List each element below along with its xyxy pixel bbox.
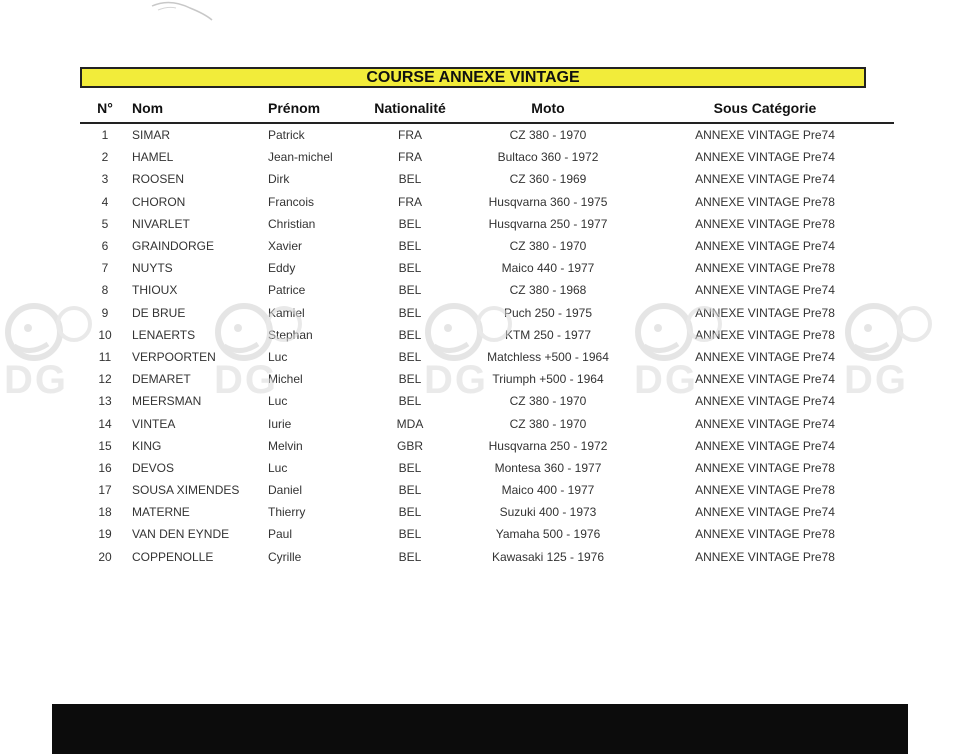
cell-nom: SOUSA XIMENDES (132, 483, 240, 498)
cell-no: 3 (101, 172, 109, 187)
cell-sous-categorie: ANNEXE VINTAGE Pre74 (695, 438, 835, 453)
table-row (80, 257, 894, 279)
cell-prenom: Luc (268, 394, 288, 409)
cell-nom: GRAINDORGE (132, 239, 215, 254)
cell-no: 11 (98, 349, 112, 364)
cell-moto: CZ 380 - 1968 (509, 283, 587, 298)
table-row (80, 523, 894, 545)
table-row (80, 479, 894, 501)
cell-prenom: Kamiel (268, 305, 305, 320)
cell-nom: KING (132, 438, 162, 453)
cell-no: 12 (98, 372, 112, 387)
results-table (80, 94, 894, 568)
header-row (80, 94, 894, 123)
cell-nom: MATERNE (132, 505, 190, 520)
cell-nationalite: BEL (398, 216, 422, 231)
cell-moto: Husqvarna 250 - 1977 (488, 216, 608, 231)
table-row (80, 279, 894, 301)
cell-nationalite: BEL (398, 283, 422, 298)
table-row (80, 324, 894, 346)
cell-nationalite: GBR (396, 438, 423, 453)
cell-nationalite: BEL (398, 239, 422, 254)
cell-prenom: Daniel (268, 483, 303, 498)
watermark-text: DG (214, 358, 278, 402)
cell-nom: THIOUX (132, 283, 178, 298)
table-row (80, 168, 894, 190)
cell-no: 7 (101, 261, 109, 276)
cell-sous-categorie: ANNEXE VINTAGE Pre78 (695, 483, 835, 498)
watermark-text: DG (634, 358, 698, 402)
cell-prenom: Iurie (268, 416, 292, 431)
cell-nationalite: BEL (398, 305, 422, 320)
table-row (80, 146, 894, 168)
cell-nom: DEVOS (132, 460, 175, 475)
cell-prenom: Patrice (268, 283, 306, 298)
cell-nom: ROOSEN (132, 172, 185, 187)
cell-sous-categorie: ANNEXE VINTAGE Pre78 (695, 216, 835, 231)
col-header-no: N° (80, 94, 130, 123)
cell-sous-categorie: ANNEXE VINTAGE Pre78 (695, 305, 835, 320)
cell-moto: CZ 380 - 1970 (509, 416, 587, 431)
cell-prenom: Eddy (268, 261, 296, 276)
cell-no: 17 (98, 483, 112, 498)
cell-no: 2 (101, 150, 109, 165)
cell-no: 16 (98, 460, 112, 475)
cell-nationalite: BEL (398, 372, 422, 387)
cell-nationalite: BEL (398, 549, 422, 564)
cell-sous-categorie: ANNEXE VINTAGE Pre78 (695, 527, 835, 542)
cell-moto: CZ 380 - 1970 (509, 394, 587, 409)
cell-moto: Maico 400 - 1977 (501, 483, 595, 498)
cell-nationalite: BEL (398, 460, 422, 475)
cell-sous-categorie: ANNEXE VINTAGE Pre74 (695, 505, 835, 520)
watermark-text: DG (844, 358, 908, 402)
cell-moto: Kawasaki 125 - 1976 (491, 549, 605, 564)
cell-sous-categorie: ANNEXE VINTAGE Pre78 (695, 194, 835, 209)
cell-nationalite: MDA (396, 416, 424, 431)
cell-nationalite: BEL (398, 261, 422, 276)
cell-prenom: Dirk (268, 172, 290, 187)
cell-nom: MEERSMAN (132, 394, 202, 409)
cell-nom: CHORON (132, 194, 186, 209)
cell-no: 14 (98, 416, 112, 431)
cell-no: 4 (101, 194, 109, 209)
cell-prenom: Melvin (268, 438, 303, 453)
cell-prenom: Christian (268, 216, 316, 231)
cell-sous-categorie: ANNEXE VINTAGE Pre74 (695, 416, 835, 431)
cell-nationalite: FRA (398, 150, 422, 165)
watermark-text: DG (424, 358, 488, 402)
cell-sous-categorie: ANNEXE VINTAGE Pre78 (695, 261, 835, 276)
cell-prenom: Thierry (268, 505, 306, 520)
cell-no: 5 (101, 216, 109, 231)
cell-no: 1 (101, 128, 109, 143)
cell-prenom: Cyrille (268, 549, 302, 564)
cell-sous-categorie: ANNEXE VINTAGE Pre74 (695, 349, 835, 364)
cell-sous-categorie: ANNEXE VINTAGE Pre74 (695, 150, 835, 165)
cell-nom: VINTEA (132, 416, 176, 431)
cell-sous-categorie: ANNEXE VINTAGE Pre78 (695, 460, 835, 475)
cell-moto: Bultaco 360 - 1972 (497, 150, 599, 165)
cell-nom: SIMAR (132, 128, 171, 143)
cell-sous-categorie: ANNEXE VINTAGE Pre74 (695, 239, 835, 254)
watermark-text: DG (4, 358, 68, 402)
col-header-prenom: Prénom (266, 94, 360, 123)
table-row (80, 457, 894, 479)
cell-nationalite: BEL (398, 394, 422, 409)
table-row (80, 546, 894, 568)
table-row (80, 390, 894, 412)
cell-no: 15 (98, 438, 112, 453)
cell-moto: CZ 380 - 1970 (509, 128, 587, 143)
cell-no: 10 (98, 327, 112, 342)
bottom-black-band (52, 704, 908, 754)
table-title: COURSE ANNEXE VINTAGE (80, 67, 866, 88)
table-row (80, 368, 894, 390)
col-header-moto: Moto (460, 94, 636, 123)
cell-nationalite: BEL (398, 327, 422, 342)
cell-prenom: Patrick (268, 128, 305, 143)
cell-moto: Husqvarna 360 - 1975 (488, 194, 608, 209)
cell-moto: Puch 250 - 1975 (503, 305, 593, 320)
cell-nom: VERPOORTEN (132, 349, 216, 364)
cell-moto: Yamaha 500 - 1976 (495, 527, 601, 542)
cell-sous-categorie: ANNEXE VINTAGE Pre74 (695, 372, 835, 387)
cell-moto: Matchless +500 - 1964 (487, 349, 609, 364)
cell-nom: LENAERTS (132, 327, 196, 342)
table-row (80, 501, 894, 523)
cell-nom: VAN DEN EYNDE (132, 527, 230, 542)
cell-no: 13 (98, 394, 112, 409)
col-header-nationalite: Nationalité (360, 94, 460, 123)
cell-nom: NIVARLET (132, 216, 190, 231)
cell-no: 8 (101, 283, 109, 298)
cell-prenom: Stephan (268, 327, 313, 342)
table-row (80, 302, 894, 324)
cell-nom: HAMEL (132, 150, 174, 165)
table-row (80, 213, 894, 235)
cell-nom: NUYTS (132, 261, 173, 276)
table-row (80, 235, 894, 257)
cell-sous-categorie: ANNEXE VINTAGE Pre74 (695, 283, 835, 298)
cell-sous-categorie: ANNEXE VINTAGE Pre74 (695, 394, 835, 409)
table-row (80, 123, 894, 146)
cell-nationalite: BEL (398, 483, 422, 498)
cell-nationalite: BEL (398, 505, 422, 520)
cell-no: 19 (98, 527, 112, 542)
cell-nationalite: BEL (398, 172, 422, 187)
cell-prenom: Xavier (268, 239, 303, 254)
cell-moto: Maico 440 - 1977 (501, 261, 595, 276)
cell-prenom: Michel (268, 372, 303, 387)
cell-moto: Suzuki 400 - 1973 (499, 505, 597, 520)
cell-nationalite: BEL (398, 527, 422, 542)
cell-sous-categorie: ANNEXE VINTAGE Pre78 (695, 327, 835, 342)
cell-no: 9 (101, 305, 109, 320)
cell-nom: DE BRUE (132, 305, 186, 320)
table-row (80, 346, 894, 368)
col-header-sous-categorie: Sous Catégorie (636, 94, 894, 123)
table-row (80, 435, 894, 457)
cell-moto: CZ 380 - 1970 (509, 239, 587, 254)
cell-nationalite: FRA (398, 128, 422, 143)
cell-moto: KTM 250 - 1977 (504, 327, 592, 342)
cell-nom: COPPENOLLE (132, 549, 214, 564)
cell-sous-categorie: ANNEXE VINTAGE Pre74 (695, 128, 835, 143)
cell-no: 6 (101, 239, 109, 254)
cell-moto: Husqvarna 250 - 1972 (488, 438, 608, 453)
cell-nom: DEMARET (132, 372, 191, 387)
cell-moto: Montesa 360 - 1977 (494, 460, 602, 475)
table-body (80, 123, 894, 568)
scan-smudge (150, 0, 220, 24)
col-header-nom: Nom (130, 94, 266, 123)
cell-sous-categorie: ANNEXE VINTAGE Pre78 (695, 549, 835, 564)
cell-moto: CZ 360 - 1969 (509, 172, 587, 187)
cell-prenom: Paul (268, 527, 293, 542)
cell-moto: Triumph +500 - 1964 (492, 372, 604, 387)
cell-prenom: Francois (268, 194, 315, 209)
cell-prenom: Jean-michel (268, 150, 333, 165)
cell-nationalite: BEL (398, 349, 422, 364)
cell-sous-categorie: ANNEXE VINTAGE Pre74 (695, 172, 835, 187)
cell-prenom: Luc (268, 460, 288, 475)
table-row (80, 412, 894, 434)
cell-nationalite: FRA (398, 194, 422, 209)
table-row (80, 191, 894, 213)
cell-no: 20 (98, 549, 112, 564)
cell-prenom: Luc (268, 349, 288, 364)
cell-no: 18 (98, 505, 112, 520)
